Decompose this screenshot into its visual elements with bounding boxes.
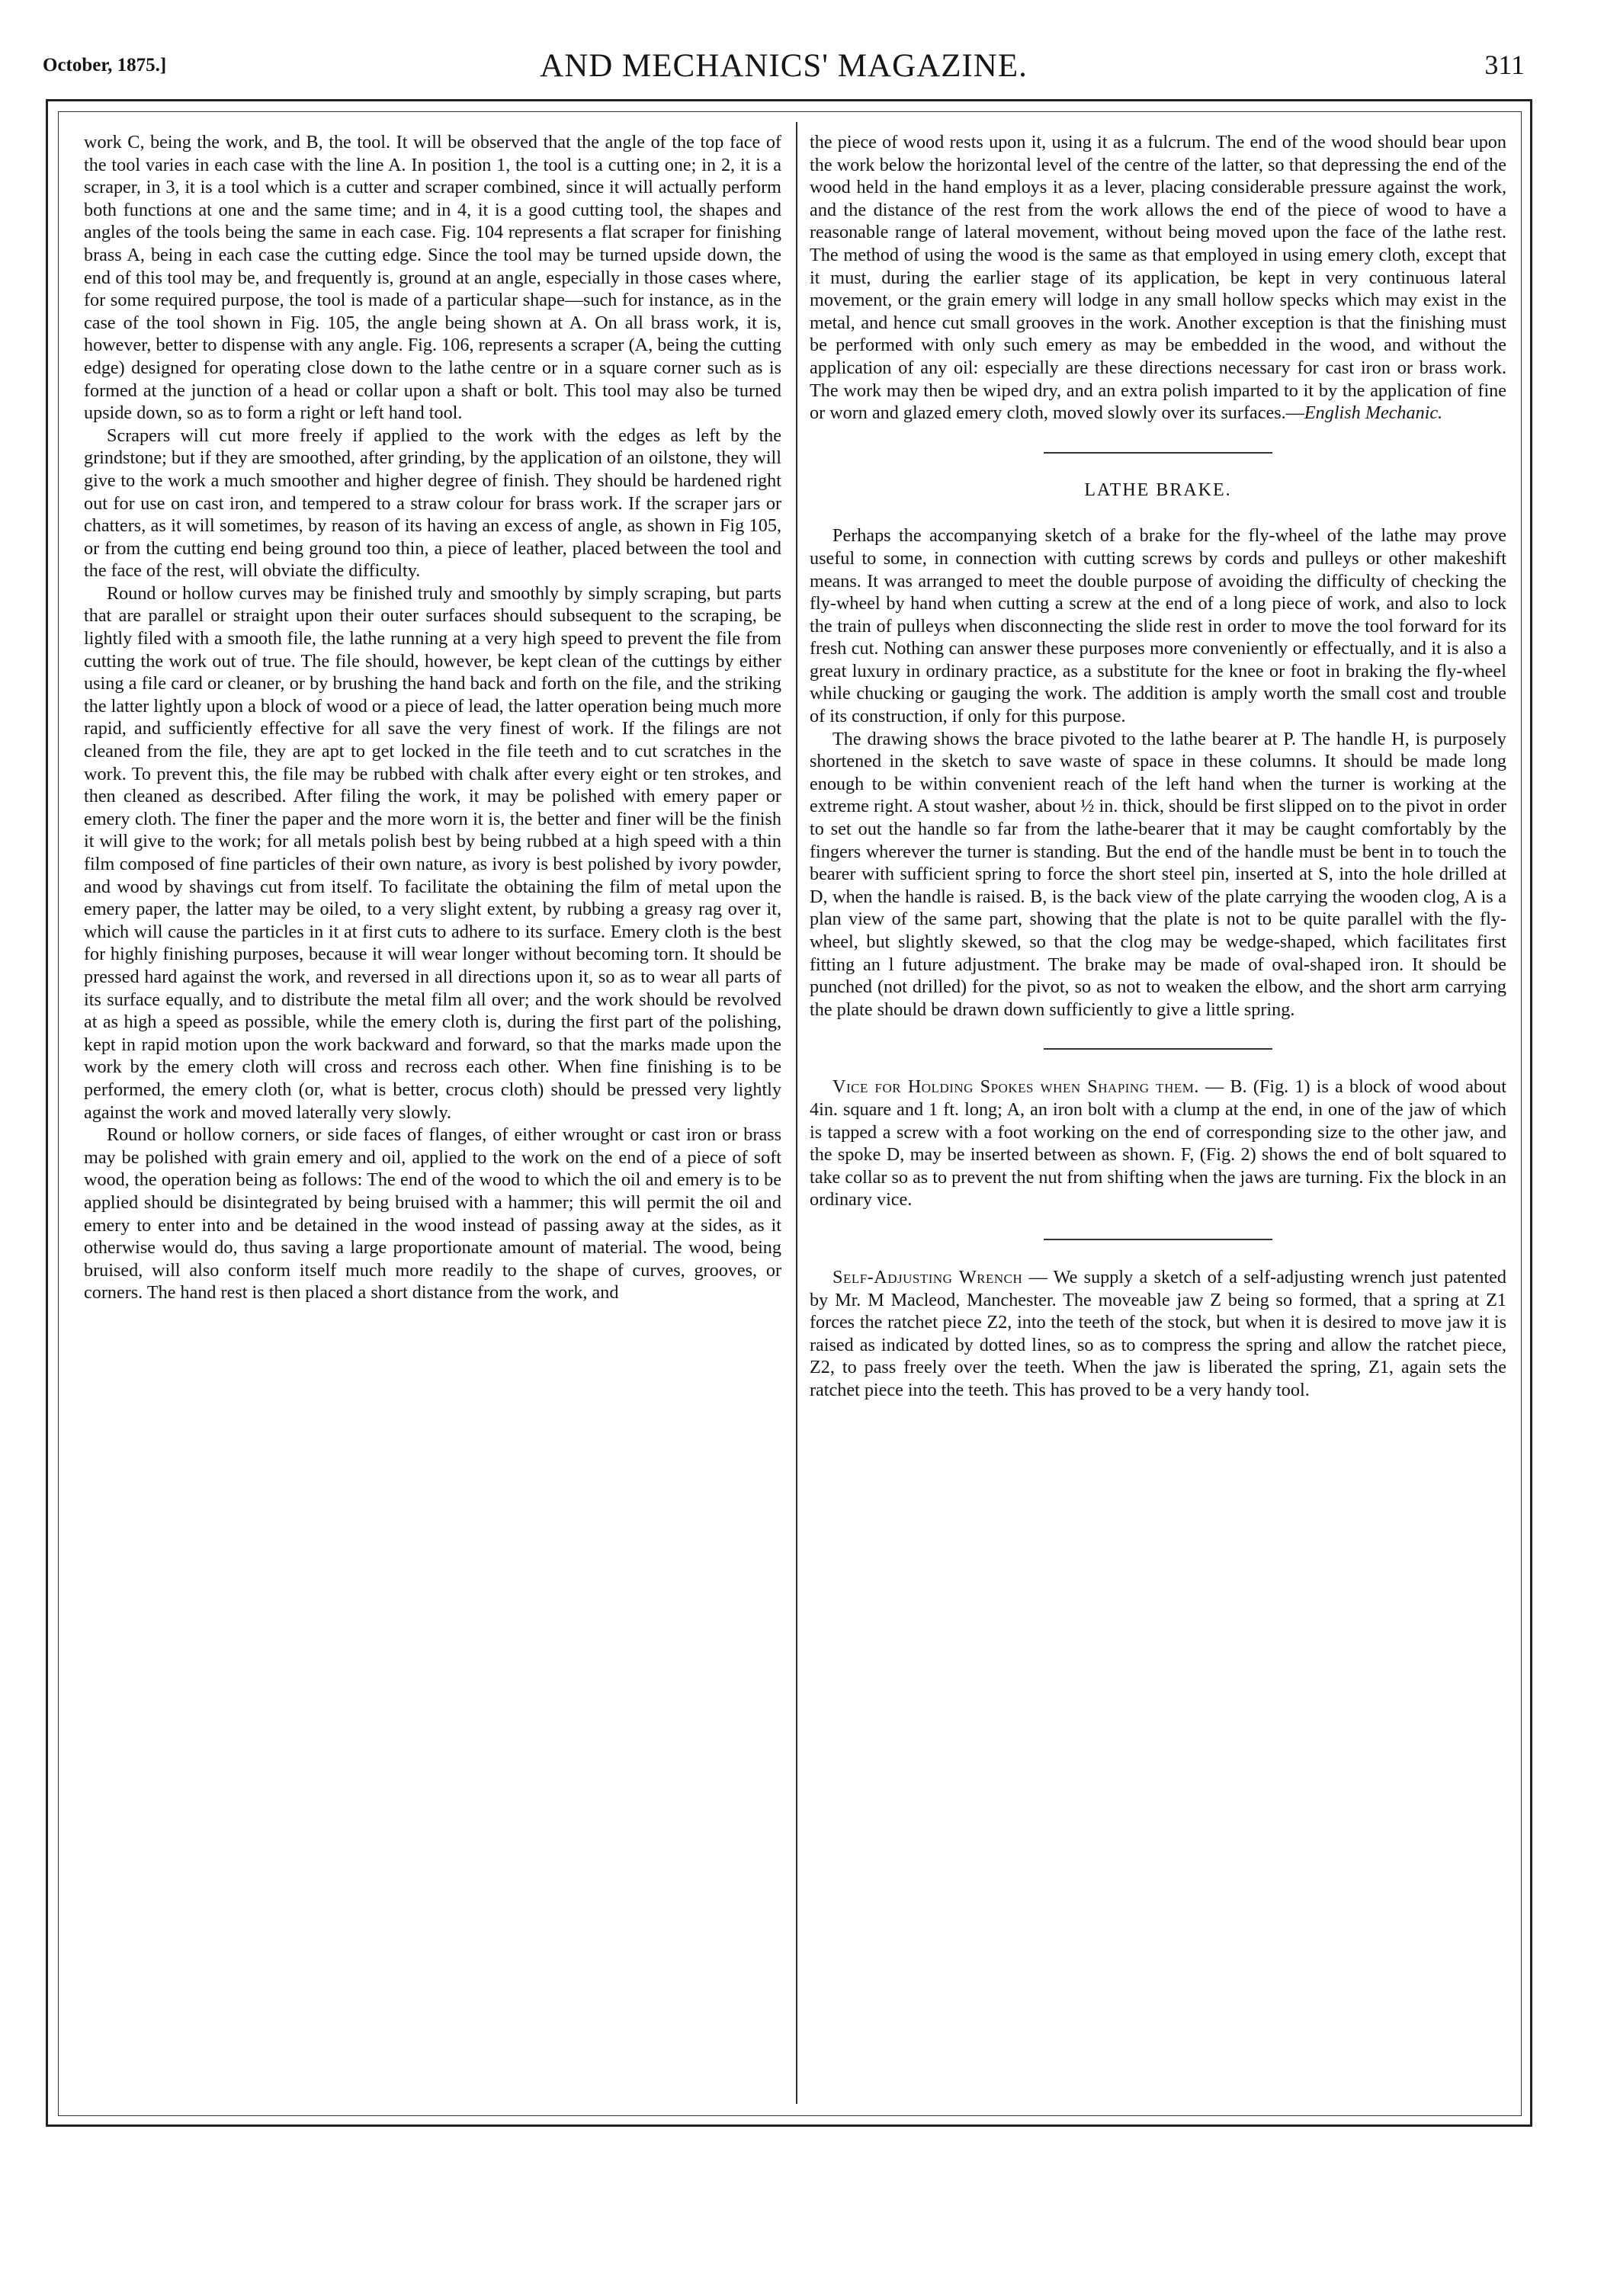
page-number: 311 [1484,50,1525,80]
section-divider [1044,1239,1272,1240]
column-divider [796,122,797,2104]
paragraph-text: the piece of wood rests upon it, using it as a fulcrum. The end of the wood should bear upon the work below the horizontal level of the centre of the latter, so that depressing the end of the wood held in the hand employs it as a lever, placing considerable pressure against the work, and the distance of the rest from the work allows the end of the piece of wood to have a reasonable range of lateral movement, without being moved upon the face of the lathe rest. The method of using the wood is the same as that employed in using emery cloth, except that it must, during the earlier stage of its application, be kept in very continuous lateral movement, or the grain emery will lodge in any small hollow specks which may exist in the metal, and hence cut small grooves in the work. Another exception is that the finishing must be performed with only such emery as may be embedded in the wood, and without the application of any oil: especially are these directions necessary for cast iron or brass work. The work may then be wiped dry, and an extra polish imparted to it by the application of fine or worn and glazed emery cloth, moved slowly over its surfaces.— [810,132,1506,424]
paragraph: Round or hollow curves may be finished truly and smoothly by simply scraping, but parts that are parallel or straight upon their outer surfaces should subsequent to the scraping, be lightly filed with a smooth file, the lathe running at a very high speed to prevent the file from cutting the work out of true. The file should, however, be kept clean of the cuttings by either using a file card or cleaner, or by brushing the hand back and forth on the file, and the striking the latter lightly upon a block of wood or a piece of lead, the latter operation being much more rapid, and sufficiently effective for all save the very finest of work. If the filings are not cleaned from the file, they are apt to get locked in the file teeth and to cut scratches in the work. To prevent this, the file may be rubbed with chalk after every eight or ten strokes, and then cleaned as described. After filing the work, it may be polished with emery paper or emery cloth. The finer the paper and the more worn it is, the better and finer will be the finish it will give to the work; for all metals polish best by being rubbed at a high speed with a thin film composed of fine particles of their own nature, as ivory is best polished by ivory powder, and wood by shavings cut from itself. To facilitate the obtaining the film of metal upon the emery paper, the latter may be oiled, to a very slight extent, by rubbing a greasy rag over it, which will cause the particles in it at first cuts to adhere to its surface. Emery cloth is the best for highly finishing purposes, because it will wear longer without becoming torn. It should be pressed hard against the work, and reversed in all directions upon it, so as to wear all parts of its surface equally, and to distribute the metal film all over; and the work should be revolved at as high a speed as possible, while the emery cloth is, during the first part of the polishing, kept in rapid motion upon the work backward and forward, so that the marks made upon the work by the emery cloth will cross and recross each other. When fine finishing is to be performed, the emery cloth (or, what is better, crocus cloth) should be pressed very lightly against the work and moved laterally very slowly. [84,582,781,1123]
section-divider [1044,1048,1272,1050]
paragraph: Round or hollow corners, or side faces of flanges, of either wrought or cast iron or brass may be polished with grain emery and oil, applied to the work on the end of a piece of soft wood, the operation being as follows: The end of the wood to which the oil and emery is to be applied should be disintegrated by being bruised with a hammer; this will permit the oil and emery to enter into and be detained in the wood instead of passing away at the sides, as it otherwise would do, thus saving a large proportionate amount of material. The wood, being bruised, will also conform itself much more readily to the shape of curves, grooves, or corners. The hand rest is then placed a short distance from the work, and [84,1124,781,1304]
vice-article [810,1076,1506,1211]
paragraph: work C, being the work, and B, the tool. It will be observed that the angle of the top face of the tool varies in each case with the line A. In position 1, the tool is a cutting one; in 2, it is a scraper, in 3, it is a tool which is a cutter and scraper combined, since it will actually perform both functions at one and the same time; and in 4, it is a good cutting tool, the shapes and angles of the tools being the same in each case. Fig. 104 represents a flat scraper for finishing brass A, being in each case the cutting edge. Since the tool may be turned upside down, the end of this tool may be, and frequently is, ground at an angle, especially in those cases where, for some required purpose, the tool is made of a particular shape—such for instance, as in the case of the tool shown in Fig. 105, the angle being shown at A. On all brass work, it is, however, better to dispense with any angle. Fig. 106, represents a scraper (A, being the cutting edge) designed for operating close down to the lathe centre or in a square corner such as is formed at the junction of a head or collar upon a shaft or bolt. This tool may also be turned upside down, so as to form a right or left hand tool. [84,132,781,424]
paragraph-text: — B. (Fig. 1) is a block of wood about 4in. square and 1 ft. long; A, an iron bolt with a clump at the end, in one of the jaw of which is tapped a screw with a foot working on the end of corresponding size to the other jaw, and the spoke D, may be inserted between as shown. F, (Fig. 2) shows the end of bolt squared to take collar so as to prevent the nut from shifting when the jaws are turning. Fix the block in an ordinary vice. [810,1076,1507,1211]
right-column [810,131,1506,1402]
section-divider [1044,452,1272,454]
paragraph: Scrapers will cut more freely if applied to the work with the edges as left by the grindstone; but if they are smoothed, after grinding, by the application of an oilstone, they will give to the work a much smoother and higher degree of finish. They should be hardened right out for use on cast iron, and tempered to a straw colour for brass work. If the scraper jars or chatters, as it will sometimes, by reason of its having an excess of angle, as shown in Fig 105, or from the cutting end being ground too thin, a piece of leather, placed between the tool and the face of the rest, will obviate the difficulty. [84,425,781,582]
article-title: LATHE BRAKE. [1084,479,1232,500]
page-header [43,47,1525,93]
paragraph-text: — We supply a sketch of a self-adjusting wrench just patented by Mr. M Macleod, Manchester. The moveable jaw Z being so formed, that a spring at Z1 forces the ratchet piece Z2, into the teeth of the stock, but when it is desired to move jaw it is raised as indicated by dotted lines, so as to compress the spring and allow the ratchet piece, Z2, to pass freely over the teeth. When the jaw is liberated the spring, Z1, again sets the ratchet piece into the teeth. This has proved to be a very handy tool. [810,1266,1506,1400]
paragraph: The drawing shows the brace pivoted to the lathe bearer at P. The handle H, is purposely shortened in the sketch to save waste of space in these columns. It should be made long enough to be within convenient reach of the left hand when the turner is working at the extreme right. A stout washer, about ½ in. thick, should be first slipped on to the pivot in order to set out the handle so far from the lathe-bearer that it may be caught comfortably by the fingers wherever the turner is standing. But the end of the handle must be bent in to touch the bearer with sufficient spring to force the short steel pin, inserted at S, into the hole drilled at D, when the handle is raised. B, is the back view of the plate carrying the wooden clog, A is a plan view of the same part, showing that the plate is not to be quite parallel with the fly-wheel, but slightly skewed, so that the clog may be wedge-shaped, which facilitates first fitting an l future adjustment. The brake may be made of oval-shaped iron. It should be punched (not drilled) for the pivot, so as not to weaken the elbow, and the short arm carrying the plate should be drawn down sufficiently to give a little spring. [810,728,1506,1020]
issue-date: October, 1875.] [43,55,167,75]
continued-paragraph [810,131,1506,425]
paragraph: Perhaps the accompanying sketch of a brake for the fly-wheel of the lathe may prove useful to some, in connection with cutting screws by cords and pulleys or other makeshift means. It was arranged to meet the double purpose of avoiding the difficulty of checking the fly-wheel by hand when cutting a screw at the end of a long piece of work, and also to lock the train of pulleys when disconnecting the slide rest in order to move the tool forward for its fresh cut. Nothing can answer these purposes more conveniently or effectually, and it is also a great luxury in ordinary practice, as a substitute for the knee or foot in braking the fly-wheel while chucking or gauging the work. The addition is amply worth the small cost and trouble of its construction, if only for this purpose. [810,525,1506,727]
running-title: AND MECHANICS' MAGAZINE. [540,48,1028,84]
source-attribution: English Mechanic. [1304,402,1443,424]
article-lead-title: Vice for Holding Spokes when Shaping them. [832,1076,1199,1098]
left-column [84,131,781,1304]
wrench-article [810,1266,1506,1402]
article-lead-title: Self-Adjusting Wrench [832,1266,1023,1287]
